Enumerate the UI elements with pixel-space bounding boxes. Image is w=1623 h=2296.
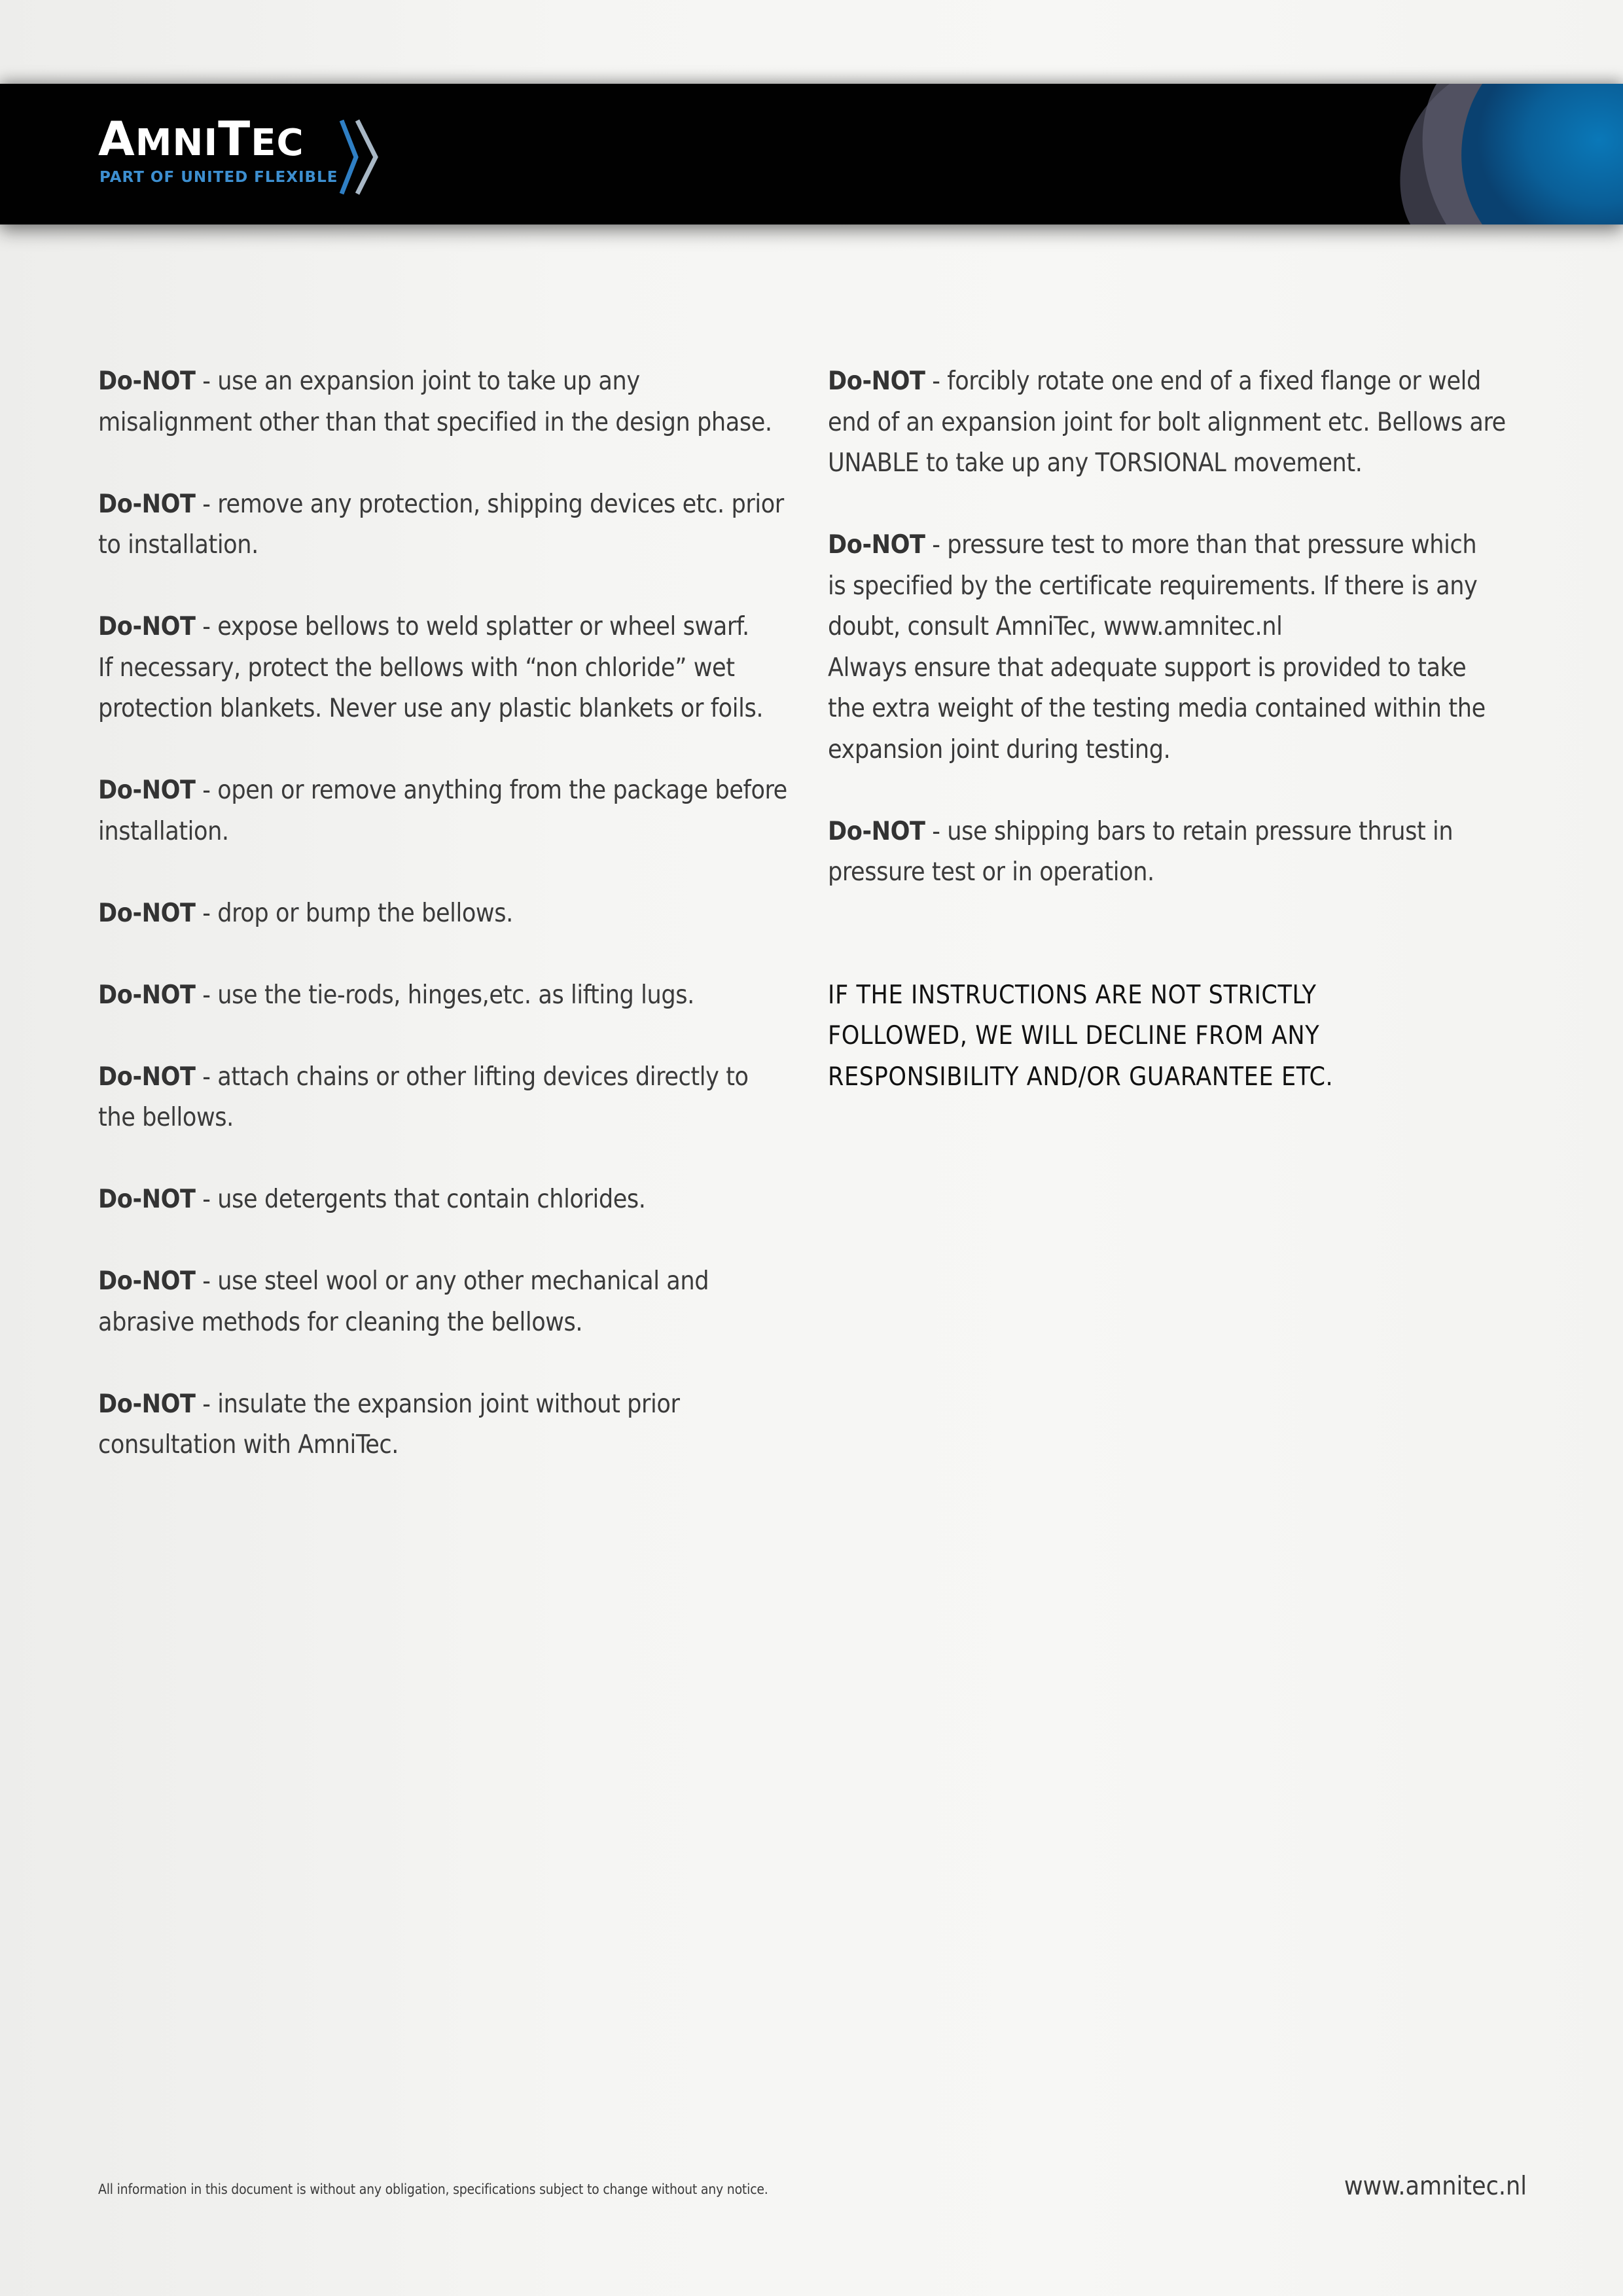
right-column [828,361,1528,1123]
header-decoration [1335,84,1623,224]
instruction-item: Do-NOT - open or remove anything from the package before installation. [98,776,787,846]
chevron-right-icon [339,118,385,196]
instruction-item: Do-NOT - attach chains or other lifting devices directly to the bellows. [98,1062,749,1132]
instruction-item: Do-NOT - use the tie-rods, hinges,etc. as lifting lugs. [98,980,694,1010]
instruction-item: Do-NOT - insulate the expansion joint without prior consultation with AmniTec. [98,1389,680,1460]
disclaimer-text: All information in this document is without any obligation, specifications subject to change without any notice. [98,2181,768,2197]
instruction-item: Do-NOT - use steel wool or any other mechanical and abrasive methods for cleaning the bellows. [98,1266,709,1337]
logo-tagline: PART OF UNITED FLEXIBLE [99,169,338,186]
instruction-item: Do-NOT - use an expansion joint to take up any misalignment other than that specified in the design phase. [98,367,772,437]
website-link[interactable]: www.amnitec.nl [1344,2172,1527,2201]
logo-wordmark: AMNITEC [98,111,304,166]
header-band [0,84,1623,224]
warning-notice: IF THE INSTRUCTIONS ARE NOT STRICTLY FOLLOWED, WE WILL DECLINE FROM ANY RESPONSIBILITY AND/OR GUARANTEE ETC. [828,980,1334,1092]
instruction-item: Do-NOT - remove any protection, shipping devices etc. prior to installation. [98,489,784,560]
instruction-item: Do-NOT - use detergents that contain chlorides. [98,1185,646,1214]
instruction-item: Do-NOT - pressure test to more than that pressure which is specified by the certificate requirements. If there is any doubt, consult AmniTec, www.amnitec.nl Always ensure that adequate support is provided to take the extra weight of the testing media contained within the expansion joint during testing. [828,530,1486,764]
left-column [98,361,798,1507]
instruction-item: Do-NOT - expose bellows to weld splatter or wheel swarf. If necessary, protect the bellows with “non chloride” wet protection blankets. Never use any plastic blankets or foils. [98,612,764,723]
instruction-item: Do-NOT - forcibly rotate one end of a fixed flange or weld end of an expansion joint for bolt alignment etc. Bellows are UNABLE to take up any TORSIONAL movement. [828,367,1506,478]
instruction-item: Do-NOT - drop or bump the bellows. [98,898,513,928]
amnitec-logo [98,111,393,200]
instruction-item: Do-NOT - use shipping bars to retain pressure thrust in pressure test or in operation. [828,816,1454,887]
